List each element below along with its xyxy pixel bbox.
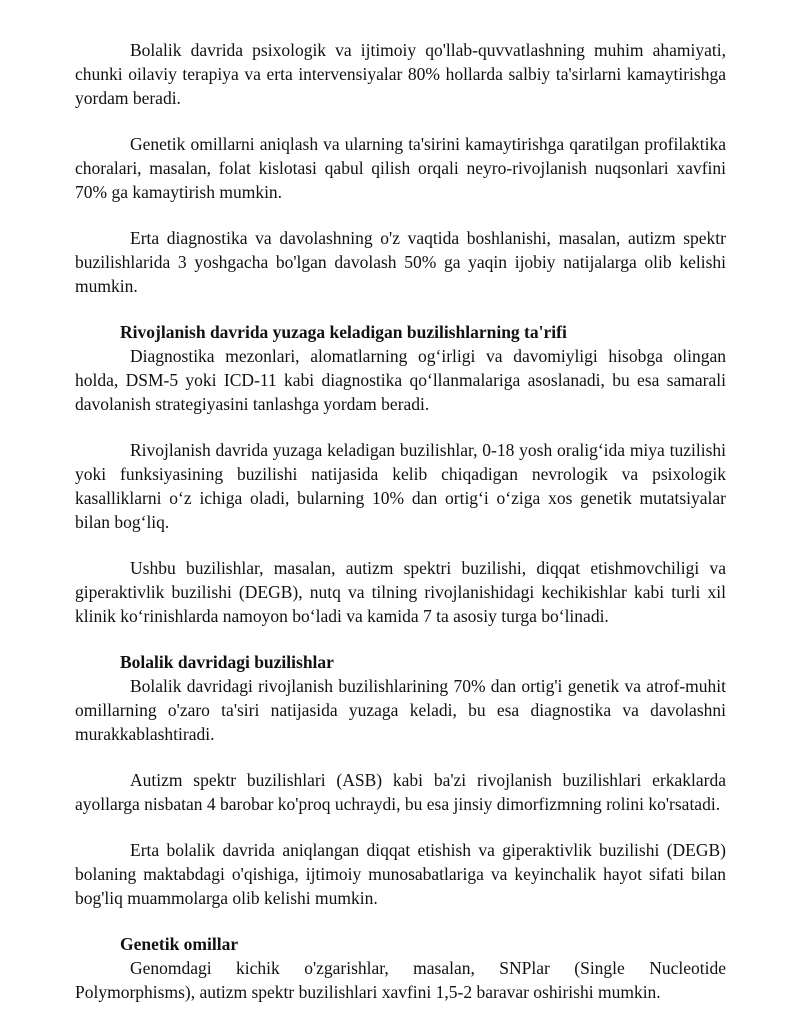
- document-body: [75, 38, 726, 1026]
- paragraph: Erta diagnostika va davolashning o'z vaqtida boshlanishi, masalan, autizm spektr buzilishlarida 3 yoshgacha bo'lgan davolash 50% ga yaqin ijobiy natijalarga olib kelishi mumkin.: [75, 228, 726, 296]
- section-heading: Bolalik davridagi buzilishlar: [120, 652, 334, 672]
- paragraph: Genomdagi kichik o'zgarishlar, masalan, SNPlar (Single Nucleotide Polymorphisms), autizm spektr buzilishlari xavfini 1,5-2 baravar oshirishi mumkin.: [75, 958, 726, 1002]
- paragraph: Rivojlanish davrida yuzaga keladigan buzilishlar, 0-18 yosh oralig‘ida miya tuzilishi yoki funksiyasining buzilishi natijasida kelib chiqadigan nevrologik va psixologik kasalliklarni o‘z ichiga oladi, bularning 10% dan ortig‘i o‘ziga xos genetik mutatsiyalar bilan bog‘liq.: [75, 440, 726, 532]
- paragraph: Genetik omillarni aniqlash va ularning ta'sirini kamaytirishga qaratilgan profilaktika choralari, masalan, folat kislotasi qabul qilish orqali neyro-rivojlanish nuqsonlari xavfini 70% ga kamaytirish mumkin.: [75, 134, 726, 202]
- section-heading: Genetik omillar: [120, 934, 239, 954]
- paragraph: Ushbu buzilishlar, masalan, autizm spektri buzilishi, diqqat etishmovchiligi va giperaktivlik buzilishi (DEGB), nutq va tilning rivojlanishidagi kechikishlar kabi turli xil klinik ko‘rinishlarda namoyon bo‘ladi va kamida 7 ta asosiy turga bo‘linadi.: [75, 558, 726, 626]
- paragraph: Diagnostika mezonlari, alomatlarning og‘irligi va davomiyligi hisobga olingan holda, DSM-5 yoki ICD-11 kabi diagnostika qo‘llanmalariga asoslanadi, bu esa samarali davolanish strategiyasini tanlashga yordam beradi.: [75, 346, 726, 414]
- section-heading: Rivojlanish davrida yuzaga keladigan buzilishlarning ta'rifi: [120, 322, 567, 342]
- paragraph: Erta bolalik davrida aniqlangan diqqat etishish va giperaktivlik buzilishi (DEGB) bolaning maktabdagi o'qishiga, ijtimoiy munosabatlariga va keyinchalik hayot sifati bilan bog'liq muammolarga olib kelishi mumkin.: [75, 840, 726, 908]
- paragraph: Bolalik davrida psixologik va ijtimoiy qo'llab-quvvatlashning muhim ahamiyati, chunki oilaviy terapiya va erta intervensiyalar 80% hollarda salbiy ta'sirlarni kamaytirishga yordam beradi.: [75, 40, 726, 108]
- paragraph: Autizm spektr buzilishlari (ASB) kabi ba'zi rivojlanish buzilishlari erkaklarda ayollarga nisbatan 4 barobar ko'proq uchraydi, bu esa jinsiy dimorfizmning rolini ko'rsatadi.: [75, 770, 726, 814]
- paragraph: Bolalik davridagi rivojlanish buzilishlarining 70% dan ortig'i genetik va atrof-muhit omillarning o'zaro ta'siri natijasida yuzaga keladi, bu esa diagnostika va davolashni murakkablashtiradi.: [75, 676, 726, 744]
